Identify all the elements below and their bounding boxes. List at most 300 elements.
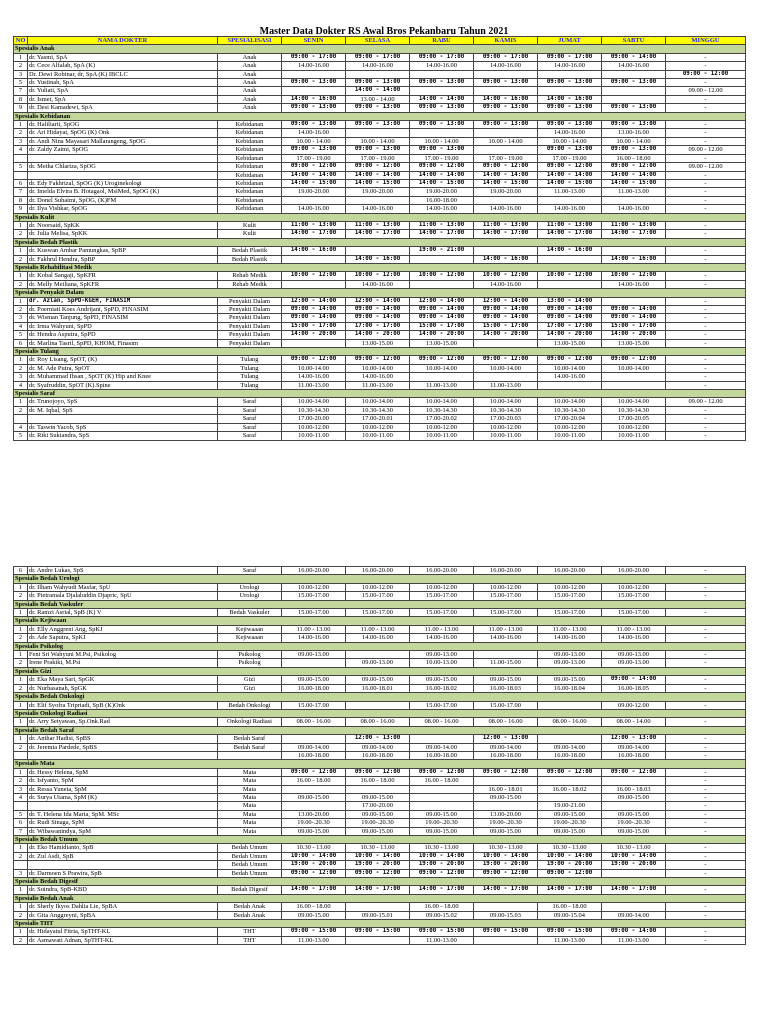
doctor-name: dr. Riki Sukiandra, SpS: [28, 432, 218, 440]
tuesday-cell: [346, 785, 410, 793]
monday-cell: 11:00 - 13:00: [282, 221, 346, 229]
tuesday-cell: 09:00 - 12:00: [346, 356, 410, 364]
row-number: 2: [14, 634, 28, 642]
doctor-name: dr. Arry Setyawan, Sp.Onk.Rad: [28, 718, 218, 726]
friday-cell: 11:00 - 13:00: [538, 221, 602, 229]
doctor-name: [28, 802, 218, 810]
table-row: [14, 684, 746, 692]
sunday-cell: -: [666, 751, 746, 759]
row-number: 9: [14, 104, 28, 112]
thursday-cell: [474, 903, 538, 911]
table-row: [14, 356, 746, 364]
friday-cell: 19.00-.20.30: [538, 819, 602, 827]
tuesday-cell: 12:00 - 13:00: [346, 735, 410, 743]
friday-cell: 09:00 - 13:00: [538, 104, 602, 112]
table-row: [14, 381, 746, 389]
wednesday-cell: 10.00-14.00: [410, 364, 474, 372]
tuesday-cell: 09:00 - 13:00: [346, 104, 410, 112]
row-number: 1: [14, 676, 28, 684]
row-number: 1: [14, 121, 28, 129]
table-row: [14, 852, 746, 860]
doctor-name: [28, 415, 218, 423]
tuesday-cell: 09.00-15.00: [346, 793, 410, 801]
sunday-cell: -: [666, 793, 746, 801]
thursday-cell: 12:00 - 14:00: [474, 297, 538, 305]
row-number: 5: [14, 79, 28, 87]
saturday-cell: 11:00 - 13:00: [602, 221, 666, 229]
monday-cell: 14:00 - 16:00: [282, 247, 346, 255]
saturday-cell: 14.00-16.00: [602, 634, 666, 642]
wednesday-cell: 10.00-14.00: [410, 398, 474, 406]
sunday-cell: -: [666, 205, 746, 213]
tuesday-cell: 10.00-14.00: [346, 364, 410, 372]
monday-cell: 10.30-14.30: [282, 406, 346, 414]
wednesday-cell: 16.00-18.02: [410, 684, 474, 692]
row-number: 2: [14, 230, 28, 238]
friday-cell: 10.00-14.00: [538, 364, 602, 372]
table-row: [14, 743, 746, 751]
tuesday-cell: 16.00-20.00: [346, 567, 410, 575]
section-header-row: [14, 709, 746, 717]
row-number: 1: [14, 609, 28, 617]
tuesday-cell: 09.00-15.00: [346, 827, 410, 835]
saturday-cell: 16.00-18.00: [602, 751, 666, 759]
friday-cell: 13:00 - 14:00: [538, 297, 602, 305]
thursday-cell: 19.00-20.00: [474, 188, 538, 196]
table-row: [14, 179, 746, 187]
specialization: Kebidanan: [218, 121, 282, 129]
sunday-cell: -: [666, 609, 746, 617]
sunday-cell: -: [666, 861, 746, 869]
row-number: 1: [14, 928, 28, 936]
saturday-cell: 11.00-13.00: [602, 936, 666, 944]
table-row: [14, 373, 746, 381]
specialization: Mata: [218, 785, 282, 793]
table-row: [14, 928, 746, 936]
friday-cell: 17.00 - 19.00: [538, 154, 602, 162]
row-number: [14, 751, 28, 759]
wednesday-cell: 15.00-17.00: [410, 609, 474, 617]
specialization: Psikolog: [218, 651, 282, 659]
monday-cell: 14:00 - 20:00: [282, 331, 346, 339]
monday-cell: 14:00 - 15:00: [282, 179, 346, 187]
thursday-cell: 19:00 - 20:00: [474, 861, 538, 869]
monday-cell: 09.00-15.00: [282, 793, 346, 801]
wednesday-cell: 10.00-11.00: [410, 432, 474, 440]
friday-cell: 09:00 - 13:00: [538, 79, 602, 87]
wednesday-cell: 12:00 - 14:00: [410, 297, 474, 305]
specialization: Penyakit Dalam: [218, 339, 282, 347]
friday-cell: 09:00 - 12:00: [538, 356, 602, 364]
thursday-cell: 14:00 - 16:00: [474, 255, 538, 263]
doctor-name: dr. Elif Syofra Tripriadi, SpB (K)Onk: [28, 701, 218, 709]
specialization: Penyakit Dalam: [218, 314, 282, 322]
row-number: 2: [14, 255, 28, 263]
section-title: Spesialis Kulit: [14, 213, 746, 221]
tuesday-cell: 10.00-12.00: [346, 423, 410, 431]
table-row: [14, 936, 746, 944]
wednesday-cell: 10:00 - 14:00: [410, 852, 474, 860]
table-header-row: [14, 37, 746, 45]
sunday-cell: 09:00 - 12:00: [666, 70, 746, 78]
friday-cell: 16.00-18.04: [538, 684, 602, 692]
saturday-cell: 08.00 - 14.00: [602, 718, 666, 726]
friday-cell: 09:00 - 12:00: [538, 163, 602, 171]
friday-cell: [538, 70, 602, 78]
tuesday-cell: [346, 903, 410, 911]
specialization: Saraf: [218, 423, 282, 431]
table-row: [14, 154, 746, 162]
wednesday-cell: 14:00 - 17:00: [410, 230, 474, 238]
table-row: [14, 567, 746, 575]
wednesday-cell: 09:00 - 12:00: [410, 163, 474, 171]
monday-cell: 14:00 - 17:00: [282, 230, 346, 238]
saturday-cell: 13.00-15.00: [602, 339, 666, 347]
row-number: 1: [14, 583, 28, 591]
thursday-cell: 09:00 - 12:00: [474, 768, 538, 776]
sunday-cell: -: [666, 95, 746, 103]
saturday-cell: 15.00-17.00: [602, 609, 666, 617]
thursday-cell: 09:00 - 15:00: [474, 928, 538, 936]
thursday-cell: 16.00-18.00: [474, 751, 538, 759]
sunday-cell: -: [666, 171, 746, 179]
saturday-cell: 09.00-13.00: [602, 659, 666, 667]
wednesday-cell: [410, 802, 474, 810]
monday-cell: [282, 659, 346, 667]
doctor-name: dr. Roy Lisang, SpOT, (K): [28, 356, 218, 364]
table-row: [14, 129, 746, 137]
friday-cell: [538, 87, 602, 95]
row-number: 5: [14, 810, 28, 818]
saturday-cell: 10.00-14.00: [602, 398, 666, 406]
thursday-cell: 17.00-20.03: [474, 415, 538, 423]
specialization: Bedah Anak: [218, 903, 282, 911]
tuesday-cell: 09.00-15.00: [346, 810, 410, 818]
specialization: Kebidanan: [218, 137, 282, 145]
sunday-cell: -: [666, 331, 746, 339]
wednesday-cell: 11.00-13.00: [410, 936, 474, 944]
wednesday-cell: 15.00-17.00: [410, 592, 474, 600]
wednesday-cell: 14.00-16.00: [410, 205, 474, 213]
row-number: 1: [14, 718, 28, 726]
monday-cell: 19:00 - 20:00: [282, 861, 346, 869]
monday-cell: 09:00 - 15:00: [282, 928, 346, 936]
table-row: [14, 659, 746, 667]
section-title: Spesialis Bedah Plastik: [14, 238, 746, 246]
thursday-cell: [474, 651, 538, 659]
wednesday-cell: 09:00 - 13:00: [410, 146, 474, 154]
thursday-cell: [474, 339, 538, 347]
monday-cell: 09:00 - 13:00: [282, 104, 346, 112]
sunday-cell: -: [666, 810, 746, 818]
saturday-cell: 09:00 - 12:00: [602, 163, 666, 171]
sunday-cell: -: [666, 364, 746, 372]
wednesday-cell: 11:00 - 13:00: [410, 221, 474, 229]
doctor-name: dr. Noorsaid, SpKK: [28, 221, 218, 229]
sunday-cell: -: [666, 928, 746, 936]
friday-cell: 14.00-16.00: [538, 129, 602, 137]
section-header-row: [14, 617, 746, 625]
table-row: [14, 314, 746, 322]
sunday-cell: -: [666, 79, 746, 87]
table-row: [14, 297, 746, 305]
specialization: Kebidanan: [218, 163, 282, 171]
wednesday-cell: 16.00-20.00: [410, 567, 474, 575]
monday-cell: 10.00-14.00: [282, 364, 346, 372]
tuesday-cell: 14.00-16.00: [346, 280, 410, 288]
specialization: Penyakit Dalam: [218, 322, 282, 330]
wednesday-cell: 14:00 - 20:00: [410, 331, 474, 339]
saturday-cell: 13.00-16.00: [602, 129, 666, 137]
tuesday-cell: 19:00 - 20:00: [346, 861, 410, 869]
thursday-cell: 10.00-12.00: [474, 423, 538, 431]
tuesday-cell: 14.00-16.00: [346, 62, 410, 70]
specialization: Psikolog: [218, 659, 282, 667]
saturday-cell: 14.00-16.00: [602, 62, 666, 70]
friday-cell: 09.00-15.00: [538, 810, 602, 818]
friday-cell: 10.00-14.00: [538, 398, 602, 406]
row-number: 9: [14, 205, 28, 213]
column-header: NO: [14, 37, 28, 45]
wednesday-cell: 09.00-13.00: [410, 651, 474, 659]
doctor-name: dr. Asmawati Adnan, SpTHT-KL: [28, 936, 218, 944]
table-row: [14, 205, 746, 213]
sunday-cell: -: [666, 659, 746, 667]
thursday-cell: [474, 146, 538, 154]
friday-cell: 10.30 - 13.00: [538, 844, 602, 852]
doctor-name: dr. Syafruddin, SpOT (K).Spine: [28, 381, 218, 389]
specialization: Mata: [218, 810, 282, 818]
friday-cell: 09.00-14.00: [538, 743, 602, 751]
monday-cell: 10.00-14.00: [282, 398, 346, 406]
doctor-name: dr. Jeremia Pardede, SpBS: [28, 743, 218, 751]
specialization: Rehab Medik: [218, 280, 282, 288]
tuesday-cell: 17.00-20.00: [346, 802, 410, 810]
friday-cell: 16.00-20.00: [538, 567, 602, 575]
sunday-cell: -: [666, 567, 746, 575]
sunday-cell: 09.00 - 12.00: [666, 398, 746, 406]
doctor-name: dr. Isfyanto, SpM: [28, 777, 218, 785]
sunday-cell: -: [666, 129, 746, 137]
thursday-cell: 09:00 - 17:00: [474, 53, 538, 61]
row-number: 2: [14, 129, 28, 137]
thursday-cell: 09.00-14.00: [474, 743, 538, 751]
row-number: 2: [14, 911, 28, 919]
specialization: Kebidanan: [218, 129, 282, 137]
wednesday-cell: 08.00 - 16.00: [410, 718, 474, 726]
monday-cell: 15.00-17.00: [282, 609, 346, 617]
sunday-cell: -: [666, 651, 746, 659]
table-row: [14, 272, 746, 280]
sunday-cell: -: [666, 339, 746, 347]
specialization: Kejiwaaan: [218, 625, 282, 633]
saturday-cell: 14:00 - 16:00: [602, 255, 666, 263]
thursday-cell: [474, 802, 538, 810]
specialization: Gizi: [218, 684, 282, 692]
specialization: Bedah Plastik: [218, 247, 282, 255]
doctor-name: dr. Sherly Ikyos Dahlia Lie, SpBA: [28, 903, 218, 911]
tuesday-cell: 14:00 - 15:00: [346, 179, 410, 187]
row-number: 4: [14, 322, 28, 330]
doctor-name: dr. Yustinah, SpA: [28, 79, 218, 87]
monday-cell: 14:00 - 16:00: [282, 95, 346, 103]
tuesday-cell: 11:00 - 13:00: [346, 221, 410, 229]
saturday-cell: [602, 869, 666, 877]
column-header: MINGGU: [666, 37, 746, 45]
table-row: [14, 768, 746, 776]
section-title: Spesialis Rehabilitasi Medik: [14, 263, 746, 271]
specialization: Saraf: [218, 432, 282, 440]
monday-cell: 10:00 - 14:00: [282, 852, 346, 860]
saturday-cell: 09:00 - 14:00: [602, 306, 666, 314]
table-row: [14, 827, 746, 835]
sunday-cell: -: [666, 676, 746, 684]
table-row: [14, 79, 746, 87]
thursday-cell: 11:00 - 13:00: [474, 221, 538, 229]
row-number: 1: [14, 247, 28, 255]
monday-cell: 14.00-16.00: [282, 205, 346, 213]
doctor-name: dr. Ismet, SpA: [28, 95, 218, 103]
tuesday-cell: 09.00-15.00: [346, 676, 410, 684]
monday-cell: [282, 255, 346, 263]
friday-cell: 09:00 - 13:00: [538, 146, 602, 154]
monday-cell: 11.00-13.00: [282, 381, 346, 389]
monday-cell: 09.00-14.00: [282, 743, 346, 751]
monday-cell: 09:00 - 14:00: [282, 306, 346, 314]
thursday-cell: [474, 777, 538, 785]
wednesday-cell: [410, 373, 474, 381]
thursday-cell: [474, 129, 538, 137]
doctor-name: dr. Anthar Hadisi, SpBS: [28, 735, 218, 743]
friday-cell: [538, 701, 602, 709]
table-row: [14, 625, 746, 633]
table-row: [14, 331, 746, 339]
row-number: 2: [14, 743, 28, 751]
saturday-cell: 09.00-15.00: [602, 810, 666, 818]
sunday-cell: 09.00 - 12.00: [666, 163, 746, 171]
table-row: [14, 777, 746, 785]
section-title: Spesialis Gizi: [14, 667, 746, 675]
wednesday-cell: 16.00-18.00: [410, 196, 474, 204]
thursday-cell: 15.00-17.00: [474, 609, 538, 617]
saturday-cell: 14:00 - 20:00: [602, 331, 666, 339]
table-row: [14, 911, 746, 919]
specialization: Bedah Saraf: [218, 743, 282, 751]
tuesday-cell: 16.00-18.00: [346, 751, 410, 759]
doctor-name: dr. Kobal Sangaji, SpKFR: [28, 272, 218, 280]
thursday-cell: 09:00 - 14:00: [474, 306, 538, 314]
row-number: [14, 154, 28, 162]
table-row: [14, 735, 746, 743]
thursday-cell: 09:00 - 12:00: [474, 356, 538, 364]
row-number: 6: [14, 567, 28, 575]
document-title: Master Data Dokter RS Awal Bros Pekanbaru Tahun 2021: [259, 26, 509, 37]
table-row: [14, 869, 746, 877]
thursday-cell: 09:00 - 13:00: [474, 121, 538, 129]
wednesday-cell: 09:00 - 14:00: [410, 306, 474, 314]
tuesday-cell: 15.00-17.00: [346, 592, 410, 600]
thursday-cell: 12:00 - 13:00: [474, 735, 538, 743]
sunday-cell: -: [666, 936, 746, 944]
friday-cell: 09.00-15.00: [538, 827, 602, 835]
table-row: [14, 861, 746, 869]
friday-cell: [538, 280, 602, 288]
specialization: Mata: [218, 793, 282, 801]
thursday-cell: 09:00 - 14:00: [474, 314, 538, 322]
thursday-cell: 10:00 - 12:00: [474, 272, 538, 280]
table-row: [14, 609, 746, 617]
table-row: [14, 322, 746, 330]
specialization: Saraf: [218, 567, 282, 575]
saturday-cell: 11.00 - 13.00: [602, 625, 666, 633]
monday-cell: [282, 280, 346, 288]
monday-cell: 09:00 - 17:00: [282, 53, 346, 61]
specialization: Tulang: [218, 364, 282, 372]
tuesday-cell: 14:00 - 17:00: [346, 230, 410, 238]
doctor-schedule-table-page1: [13, 36, 746, 441]
doctor-name: dr. Wibawanindya, SpM: [28, 827, 218, 835]
wednesday-cell: 17.00 - 19.00: [410, 154, 474, 162]
thursday-cell: 14.00-16.00: [474, 205, 538, 213]
section-title: Spesialis Bedah Umum: [14, 836, 746, 844]
friday-cell: 09:00 - 12:00: [538, 869, 602, 877]
table-row: [14, 432, 746, 440]
row-number: 4: [14, 793, 28, 801]
saturday-cell: 14.00-16.00: [602, 280, 666, 288]
sunday-cell: -: [666, 415, 746, 423]
saturday-cell: 10.30 - 13.00: [602, 844, 666, 852]
thursday-cell: 11.00-15.00: [474, 659, 538, 667]
wednesday-cell: 10.00 - 14.00: [410, 137, 474, 145]
doctor-name: dr. Wisman Tanjung, SpPD, FINASIM: [28, 314, 218, 322]
saturday-cell: [602, 802, 666, 810]
friday-cell: 16.00 - 18.00: [538, 903, 602, 911]
monday-cell: 09.00-15.00: [282, 911, 346, 919]
doctor-name: dr. Nurhasanah, SpGK: [28, 684, 218, 692]
specialization: Bedah Saraf: [218, 735, 282, 743]
monday-cell: 09:00 - 12:00: [282, 163, 346, 171]
sunday-cell: -: [666, 852, 746, 860]
friday-cell: 16.00 - 18.02: [538, 785, 602, 793]
table-row: [14, 718, 746, 726]
wednesday-cell: 09:00 - 15:00: [410, 928, 474, 936]
monday-cell: 10.00 - 14.00: [282, 137, 346, 145]
tuesday-cell: [346, 651, 410, 659]
row-number: 4: [14, 146, 28, 154]
sunday-cell: -: [666, 432, 746, 440]
doctor-name: dr. Cece Alfalah, SpA (K): [28, 62, 218, 70]
tuesday-cell: 19.00-20.00: [346, 188, 410, 196]
specialization: Anak: [218, 53, 282, 61]
doctor-name: dr. Darmoen S Prawira, SpB: [28, 869, 218, 877]
doctor-name: dr. Desi Kamadewi, SpA: [28, 104, 218, 112]
friday-cell: [538, 735, 602, 743]
tuesday-cell: 10.00-11.00: [346, 432, 410, 440]
monday-cell: 10:00 - 12:00: [282, 272, 346, 280]
tuesday-cell: 14:00 - 14:00: [346, 87, 410, 95]
specialization: Bedah Digesif: [218, 886, 282, 894]
section-header-row: [14, 390, 746, 398]
column-header: SELASA: [346, 37, 410, 45]
monday-cell: [282, 735, 346, 743]
row-number: 7: [14, 188, 28, 196]
column-header: JUMAT: [538, 37, 602, 45]
tuesday-cell: 09.00-13.00: [346, 659, 410, 667]
doctor-name: dr. Yuliati, SpA: [28, 87, 218, 95]
thursday-cell: 10.00-14.00: [474, 364, 538, 372]
row-number: 1: [14, 272, 28, 280]
saturday-cell: 11.00-13.00: [602, 188, 666, 196]
